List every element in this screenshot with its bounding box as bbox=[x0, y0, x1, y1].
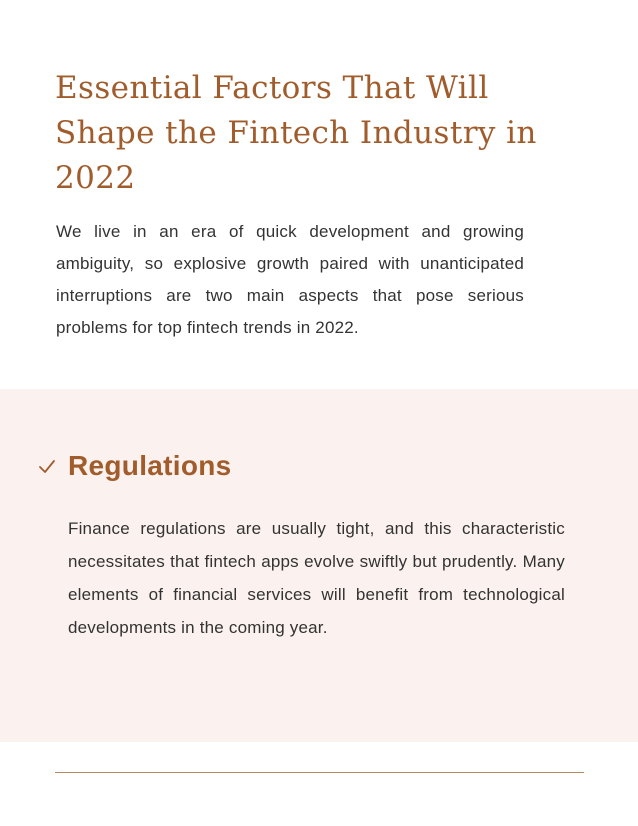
page-title: Essential Factors That Will Shape the Fintech Industry in 2022 bbox=[55, 70, 537, 196]
section-title: Regulations bbox=[68, 450, 232, 481]
regulations-paragraph: Finance regulations are usually tight, and this characteristic necessitates that fintech apps evolve swiftly but prudently. Many elements of financial services will benefit from technological developments in the coming year. bbox=[68, 519, 565, 637]
checkmark-icon bbox=[36, 455, 58, 477]
regulations-heading bbox=[36, 446, 232, 486]
intro-paragraph: We live in an era of quick development and growing ambiguity, so explosive growth paired with unanticipated interruptions are two main aspects that pose serious problems for top fintech trends in 2022. bbox=[56, 222, 524, 337]
footer-divider bbox=[55, 772, 584, 773]
